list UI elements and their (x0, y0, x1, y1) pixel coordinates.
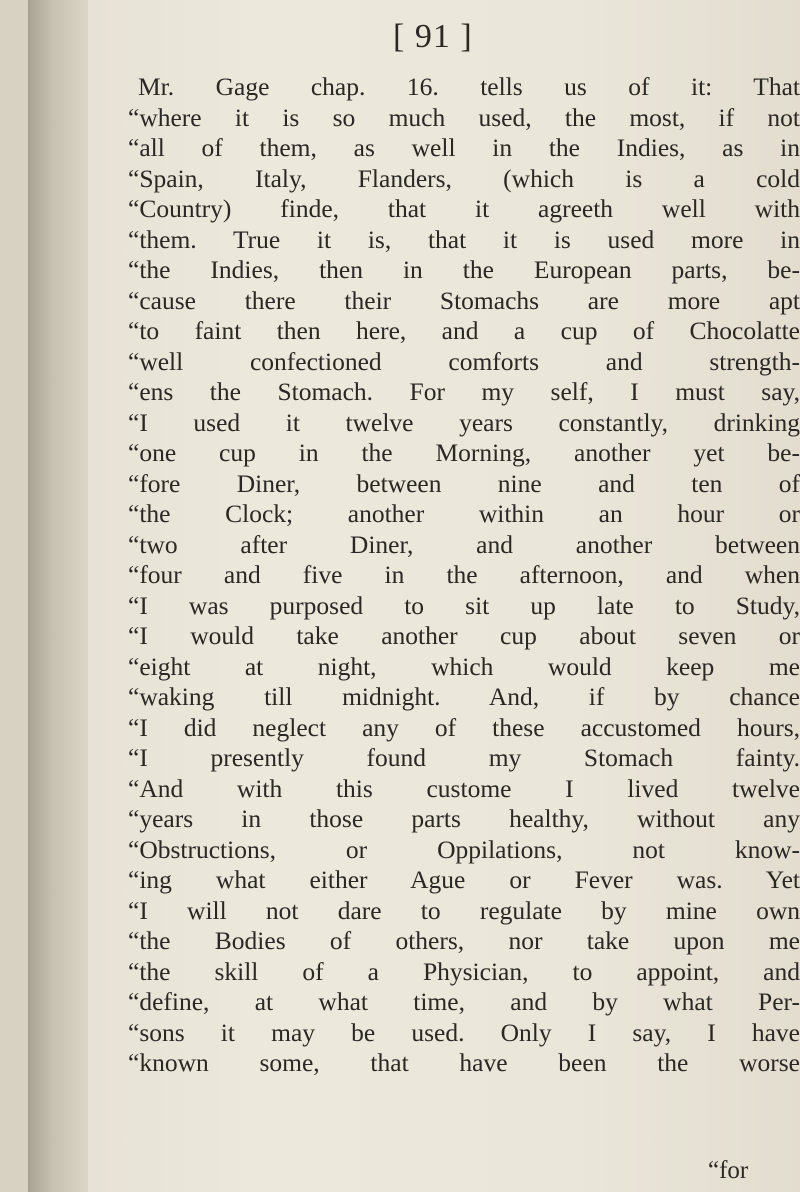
text-line: “waking till midnight. And, if by chance (128, 682, 800, 711)
text-line: “two after Diner, and another between (128, 529, 800, 559)
catchword: “for (708, 1157, 749, 1184)
text-line: “And with this custome I lived twelve (128, 773, 800, 803)
text-line: “the Bodies of others, nor take upon me (128, 926, 800, 955)
page-number: [ 91 ] (393, 18, 473, 55)
text-line: Mr. Gage chap. 16. tells us of it: That (138, 72, 800, 101)
text-line: “I did neglect any of these accustomed hours, (128, 712, 800, 742)
text-line: “Obstructions, or Oppilations, not know- (128, 834, 800, 864)
text-line: “ing what either Ague or Fever was. Yet (128, 865, 800, 894)
text-line: “to faint then here, and a cup of Chocolatte (128, 316, 800, 345)
text-line: “four and five in the afternoon, and when (128, 560, 800, 589)
text-line: “eight at night, which would keep me (128, 651, 800, 681)
text-line: “I used it twelve years constantly, drinking (128, 407, 800, 437)
text-line: “sons it may be used. Only I say, I have (128, 1017, 800, 1047)
text-line: “I would take another cup about seven or (128, 621, 800, 650)
text-line: “the skill of a Physician, to appoint, and (128, 956, 800, 986)
text-line: “fore Diner, between nine and ten of (128, 468, 800, 498)
text-line: “ens the Stomach. For my self, I must say, (128, 377, 800, 406)
body-text (128, 72, 800, 1079)
binding-gutter (28, 0, 88, 1192)
text-line: “I was purposed to sit up late to Study, (128, 590, 800, 620)
text-line: “one cup in the Morning, another yet be- (128, 438, 800, 467)
text-line: “Spain, Italy, Flanders, (which is a cold (128, 163, 800, 193)
text-line: “cause there their Stomachs are more apt (128, 285, 800, 315)
text-line: “Country) finde, that it agreeth well with (128, 194, 800, 223)
text-line: “the Clock; another within an hour or (128, 499, 800, 528)
text-line: “all of them, as well in the Indies, as in (128, 133, 800, 162)
text-line: “known some, that have been the worse (128, 1048, 800, 1077)
text-line: “where it is so much used, the most, if not (128, 102, 800, 132)
text-line: “I presently found my Stomach fainty. (128, 743, 800, 772)
text-line: “the Indies, then in the European parts, be- (128, 255, 800, 284)
text-line: “I will not dare to regulate by mine own (128, 895, 800, 925)
text-line: “them. True it is, that it is used more in (128, 224, 800, 254)
book-page (28, 0, 800, 1192)
text-line: “define, at what time, and by what Per- (128, 987, 800, 1016)
text-line: “years in those parts healthy, without any (128, 804, 800, 833)
text-line: “well confectioned comforts and strength- (128, 346, 800, 376)
